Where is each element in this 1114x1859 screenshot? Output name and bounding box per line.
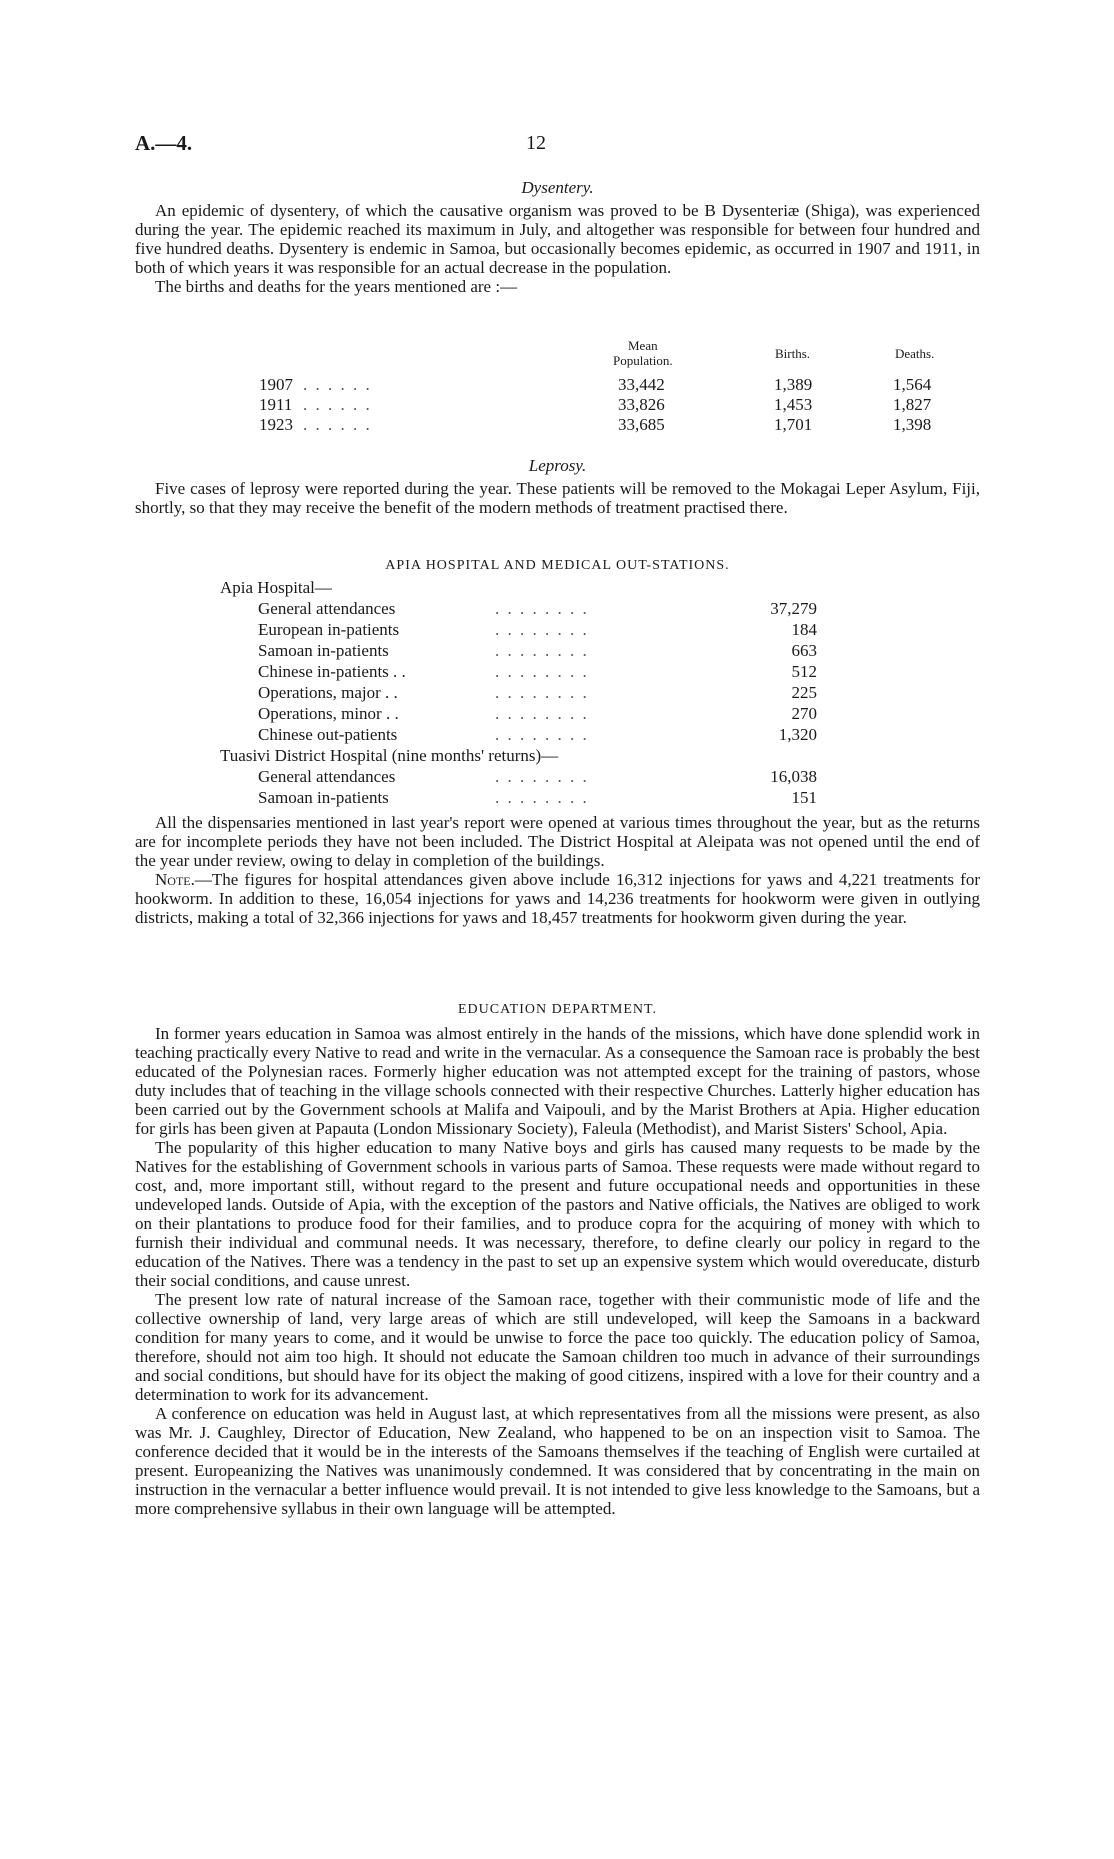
births-deaths-lead: The births and deaths for the years mentioned are :— bbox=[155, 277, 518, 296]
row-leader-dots: . . . . . . bbox=[303, 375, 372, 394]
row-year: 1907 bbox=[259, 375, 293, 394]
tuasivi-hospital-label-row bbox=[135, 746, 980, 767]
note-paragraph bbox=[135, 870, 980, 927]
leprosy-section bbox=[135, 456, 980, 517]
list-item bbox=[135, 683, 980, 704]
row-deaths: 1,398 bbox=[893, 415, 932, 434]
col-header-mean-line1: Mean bbox=[627, 338, 658, 353]
hospital-heading: APIA HOSPITAL AND MEDICAL OUT-STATIONS. bbox=[385, 558, 730, 573]
item-value: 16,038 bbox=[770, 767, 817, 786]
item-label: General attendances bbox=[258, 767, 396, 786]
list-item bbox=[135, 599, 980, 620]
education-section bbox=[135, 1000, 980, 1518]
row-deaths: 1,564 bbox=[893, 375, 932, 394]
col-header-mean bbox=[613, 338, 673, 368]
leprosy-heading: Leprosy. bbox=[528, 456, 587, 475]
col-header-births: Births. bbox=[775, 346, 811, 361]
list-item bbox=[135, 620, 980, 641]
page-number: 12 bbox=[526, 132, 546, 154]
item-label: Operations, major . . bbox=[258, 683, 398, 702]
item-leader-dots: . . . . . . . . bbox=[495, 599, 589, 618]
item-label: Chinese out-patients bbox=[258, 725, 398, 744]
item-leader-dots: . . . . . . . . bbox=[495, 683, 589, 702]
item-value: 663 bbox=[791, 641, 817, 660]
list-item bbox=[135, 767, 980, 788]
col-header-deaths: Deaths. bbox=[895, 346, 935, 361]
row-births: 1,389 bbox=[774, 375, 813, 394]
item-value: 270 bbox=[791, 704, 817, 723]
education-paragraph: The present low rate of natural increase of the Samoan race, together with their communistic mode of life and the collective ownership of land, very large areas of which are still undeveloped, will keep the Samoans in a backward condition for many years to come, and it would be unwise to force the pace too quickly. The education policy of Samoa, therefore, should not aim too high. It should not educate the Samoan children too much in advance of their surroundings and social conditions, but should have for its object the making of good citizens, inspired with a love for their country and a determination to work for its advancement. bbox=[135, 1290, 980, 1404]
item-leader-dots: . . . . . . . . bbox=[495, 704, 589, 723]
row-births: 1,453 bbox=[774, 395, 813, 414]
tuasivi-hospital-label: Tuasivi District Hospital (nine months' returns)— bbox=[220, 746, 559, 765]
list-item bbox=[135, 704, 980, 725]
item-label: European in-patients bbox=[258, 620, 400, 639]
hospital-notes bbox=[135, 813, 980, 927]
note-text: —The figures for hospital attendances given above include 16,312 injections for yaws and 4,221 treatments for hookworm. In addition to these, 16,054 injections for yaws and 14,236 treatments for hookworm were given in outlying districts, making a total of 32,366 injections for yaws and 18,457 treatments for hookworm given during the year. bbox=[135, 870, 980, 927]
item-label: Samoan in-patients bbox=[258, 641, 389, 660]
education-heading: EDUCATION DEPARTMENT. bbox=[457, 1002, 658, 1017]
item-leader-dots: . . . . . . . . bbox=[495, 725, 589, 744]
education-paragraph: In former years education in Samoa was almost entirely in the hands of the missions, which have done splendid work in teaching practically every Native to read and write in the vernacular. As a consequence the Samoan race is probably the best educated of the Polynesian races. Formerly higher education was not attempted except for the training of pastors, whose duty includes that of teaching in the village schools connected with their respective Churches. Latterly higher education has been carried out by the Government schools at Malifa and Vaipouli, and by the Marist Brothers at Apia. Higher education for girls has been given at Papauta (London Missionary Society), Faleula (Methodist), and Marist Sisters' School, Apia. bbox=[135, 1024, 980, 1138]
table-row bbox=[135, 415, 980, 435]
leprosy-paragraph: Five cases of leprosy were reported during the year. These patients will be removed to the Mokagai Leper Asylum, Fiji, shortly, so that they may receive the benefit of the modern methods of treatment practised there. bbox=[135, 479, 980, 517]
dispensaries-paragraph: All the dispensaries mentioned in last year's report were opened at various times throughout the year, but as the returns are for incomplete periods they have not been included. The District Hospital at Aleipata was not opened until the end of the year under review, owing to delay in completion of the buildings. bbox=[135, 813, 980, 870]
item-label: General attendances bbox=[258, 599, 396, 618]
dysentery-heading: Dysentery. bbox=[521, 178, 594, 197]
item-label: Operations, minor . . bbox=[258, 704, 399, 723]
item-leader-dots: . . . . . . . . bbox=[495, 767, 589, 786]
item-leader-dots: . . . . . . . . bbox=[495, 788, 589, 807]
list-item bbox=[135, 725, 980, 746]
item-label: Chinese in-patients . . bbox=[258, 662, 406, 681]
row-mean-population: 33,442 bbox=[618, 375, 665, 394]
row-year: 1923 bbox=[259, 415, 293, 434]
item-value: 1,320 bbox=[778, 725, 817, 744]
table-row bbox=[135, 375, 980, 395]
item-label: Samoan in-patients bbox=[258, 788, 389, 807]
hospital-statistics-list bbox=[135, 578, 980, 809]
item-value: 37,279 bbox=[770, 599, 817, 618]
page-reference: A.—4. bbox=[135, 131, 193, 155]
item-value: 151 bbox=[791, 788, 817, 807]
item-leader-dots: . . . . . . . . bbox=[495, 620, 589, 639]
item-leader-dots: . . . . . . . . bbox=[495, 662, 589, 681]
dysentery-section bbox=[135, 178, 980, 296]
apia-hospital-label: Apia Hospital— bbox=[220, 578, 332, 597]
births-deaths-table bbox=[135, 338, 980, 438]
dysentery-paragraph: An epidemic of dysentery, of which the causative organism was proved to be B Dysenteriæ (Shiga), was experienced during the year. The epidemic reached its maximum in July, and altogether was responsible for between four hundred and five hundred deaths. Dysentery is endemic in Samoa, but occasionally becomes epidemic, as occurred in 1907 and 1911, in both of which years it was responsible for an actual decrease in the population. bbox=[135, 201, 980, 277]
col-header-mean-line2: Population. bbox=[613, 353, 673, 368]
education-paragraph: A conference on education was held in August last, at which representatives from all the missions were present, as also was Mr. J. Caughley, Director of Education, New Zealand, who happened to be on an inspection visit to Samoa. The conference decided that it would be in the interests of the Samoans themselves if the teaching of English were curtailed at present. Europeanizing the Natives was unanimously condemned. It was considered that by concentrating in the main on instruction in the vernacular a better influence would prevail. It is not intended to give less knowledge to the Samoans, but a more comprehensive syllabus in their own language will be attempted. bbox=[135, 1404, 980, 1518]
row-leader-dots: . . . . . . bbox=[303, 395, 372, 414]
row-births: 1,701 bbox=[774, 415, 813, 434]
education-paragraph: The popularity of this higher education to many Native boys and girls has caused many requests to be made by the Natives for the establishing of Government schools in various parts of Samoa. These requests were made without regard to cost, and, more important still, without regard to the present and future occupational needs and opportunities in these undeveloped lands. Outside of Apia, with the exception of the pastors and Native officials, the Natives are obliged to work on their plantations to produce food for their families, and to produce copra for the acquiring of money with which to furnish their individual and communal needs. It was necessary, therefore, to define clearly our policy in regard to the education of the Natives. There was a tendency in the past to set up an expensive system which would overeducate, disturb their social conditions, and cause unrest. bbox=[135, 1138, 980, 1290]
education-body bbox=[135, 1024, 980, 1518]
note-label: Note. bbox=[155, 870, 195, 889]
row-deaths: 1,827 bbox=[893, 395, 932, 414]
item-value: 184 bbox=[791, 620, 817, 639]
list-item bbox=[135, 662, 980, 683]
row-year: 1911 bbox=[259, 395, 293, 414]
apia-hospital-label-row bbox=[135, 578, 980, 599]
list-item bbox=[135, 788, 980, 809]
list-item bbox=[135, 641, 980, 662]
item-value: 225 bbox=[791, 683, 817, 702]
row-mean-population: 33,685 bbox=[618, 415, 665, 434]
hospital-section bbox=[135, 556, 980, 575]
item-leader-dots: . . . . . . . . bbox=[495, 641, 589, 660]
table-row bbox=[135, 395, 980, 415]
row-leader-dots: . . . . . . bbox=[303, 415, 372, 434]
row-mean-population: 33,826 bbox=[618, 395, 665, 414]
table-body bbox=[135, 375, 980, 435]
item-value: 512 bbox=[791, 662, 817, 681]
